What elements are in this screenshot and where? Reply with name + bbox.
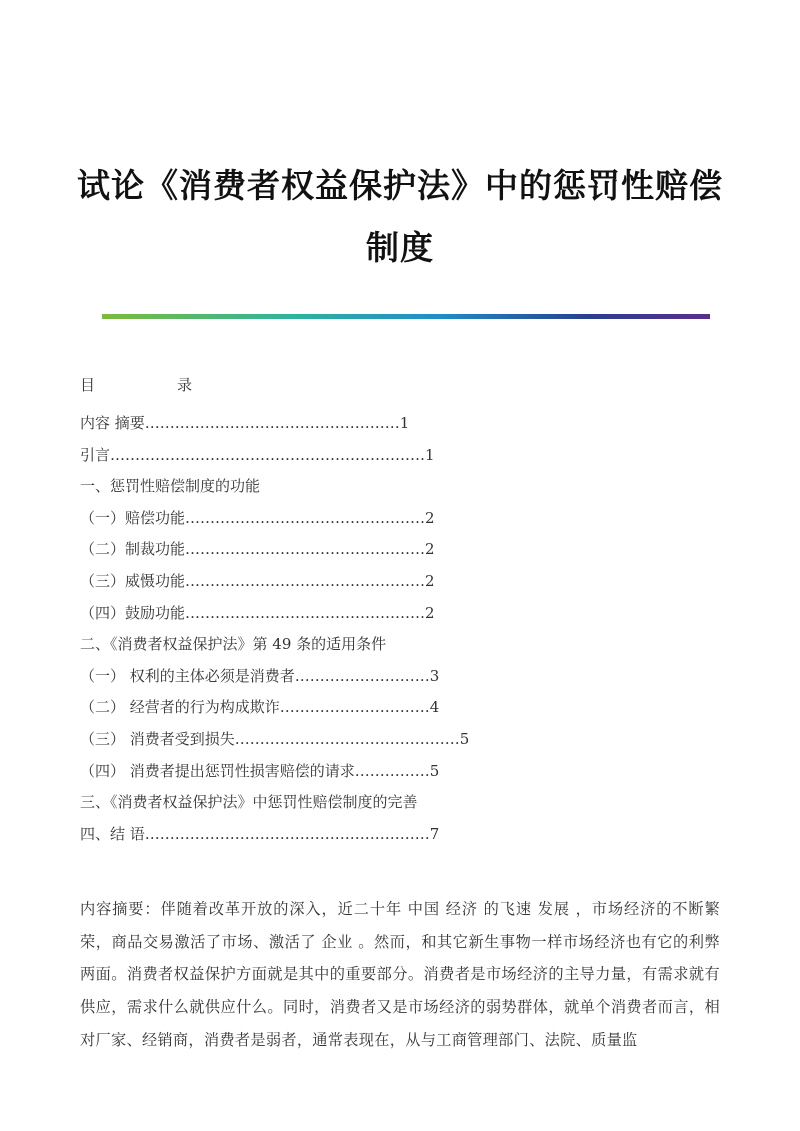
toc-heading-left: 目 — [80, 376, 96, 394]
toc-heading-right: 录 — [177, 376, 193, 394]
toc-entry-section-2[interactable]: 二、《消费者权益保护法》第 49 条的适用条件 — [80, 635, 387, 654]
toc-entry-section-3[interactable]: 三、《消费者权益保护法》中惩罚性赔偿制度的完善 — [80, 793, 418, 812]
table-of-contents — [80, 370, 730, 850]
toc-entry-section-1[interactable]: 一、惩罚性赔偿制度的功能 — [80, 477, 261, 496]
toc-entry-2-2[interactable]: （二） 经营者的行为构成欺诈…………………………4 — [80, 698, 440, 717]
toc-entry-1-4[interactable]: （四）鼓励功能…………………………………………2 — [80, 603, 435, 622]
toc-entry-section-4[interactable]: 四、结 语…………………………………………………7 — [80, 824, 440, 843]
toc-entry-2-3[interactable]: （三） 消费者受到损失………………………………………5 — [80, 729, 470, 748]
toc-entry-1-1[interactable]: （一）赔偿功能…………………………………………2 — [80, 508, 435, 527]
abstract-paragraph: 内容摘要：伴随着改革开放的深入，近二十年 中国 经济 的飞速 发展 ，市场经济的不断繁荣，商品交易激活了市场、激活了 企业 。然而，和其它新生事物一样市场经济也有它的利弊两面。消费者权益保护方面就是其中的重要部分。消费者是市场经济的主导力量，有需求就有供应，需求什么就供应什么。同时，消费者又是市场经济的弱势群体，就单个消费者而言，相对厂家、经销商，消费者是弱者，通常表现在，从与工商管理部门、法院、质量监 — [80, 900, 720, 1049]
toc-entry-abstract[interactable]: 内容 摘要……………………………………………1 — [80, 414, 410, 432]
document-title-line-2: 制度 — [366, 228, 434, 267]
toc-entry-2-1[interactable]: （一） 权利的主体必须是消费者………………………3 — [80, 666, 440, 685]
title-divider — [102, 314, 710, 319]
toc-entry-1-3[interactable]: （三）威慑功能…………………………………………2 — [80, 571, 435, 590]
toc-entry-2-4[interactable]: （四） 消费者提出惩罚性损害赔偿的请求……………5 — [80, 761, 440, 780]
toc-heading — [80, 370, 730, 408]
toc-entry-introduction[interactable]: 引言………………………………………………………1 — [80, 445, 435, 464]
document-title-line-1: 试论《消费者权益保护法》中的惩罚性赔偿 — [77, 166, 723, 205]
toc-entry-1-2[interactable]: （二）制裁功能…………………………………………2 — [80, 540, 435, 559]
